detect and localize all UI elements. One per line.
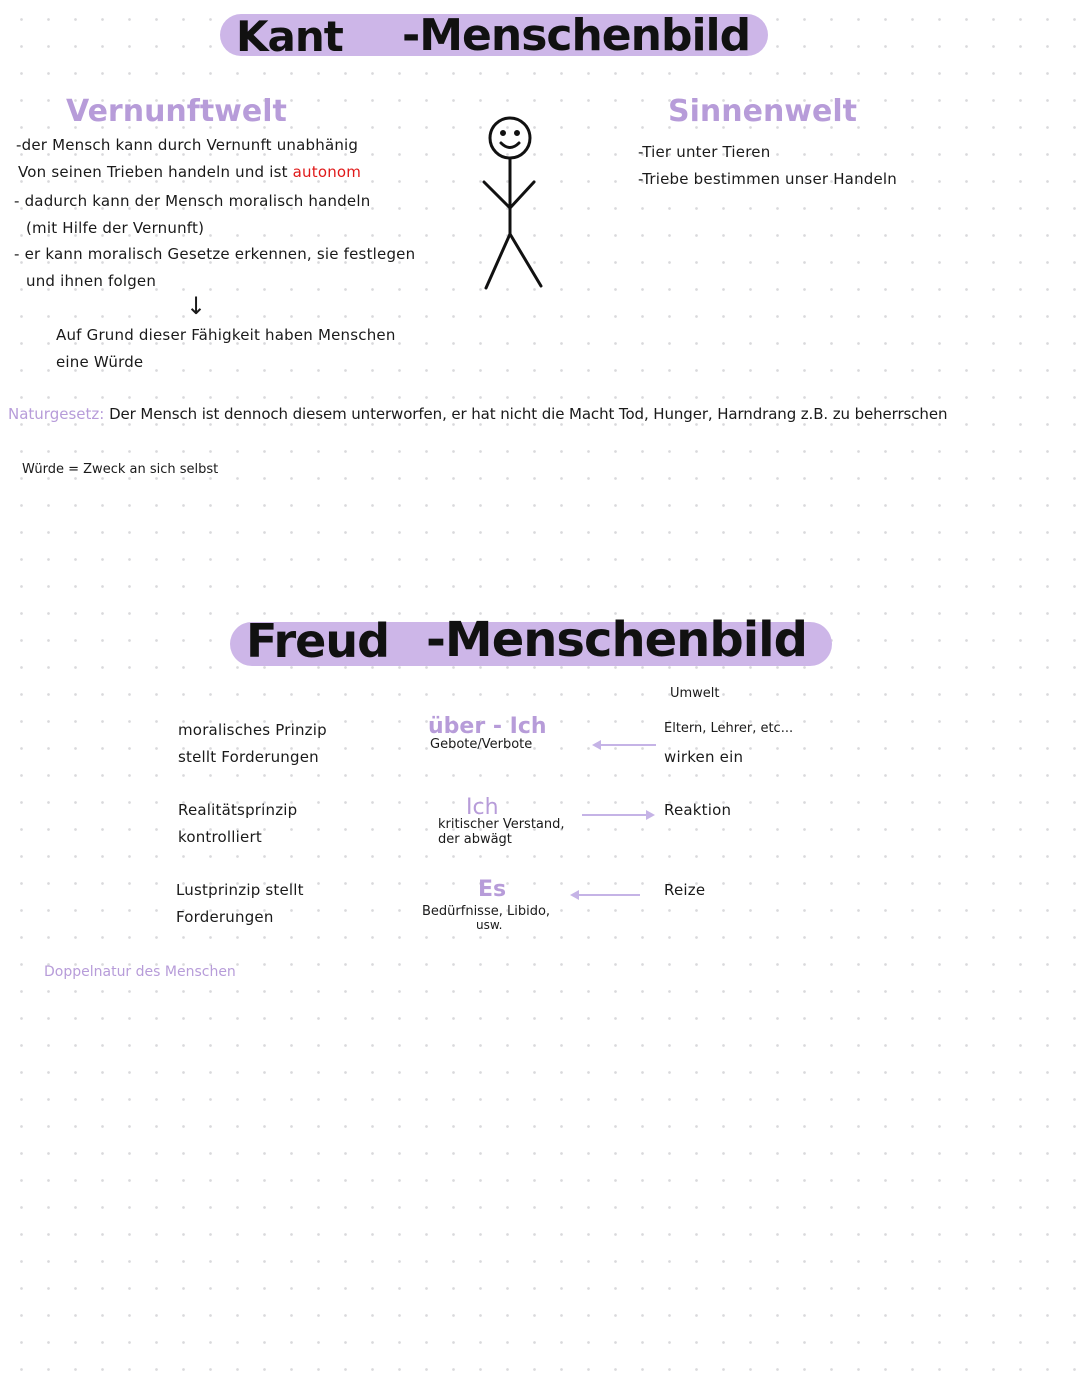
vernunftwelt-line-4: (mit Hilfe der Vernunft) [26,219,205,237]
ich-sub-1: kritischer Verstand, [438,817,565,832]
vernunftwelt-line-3: - dadurch kann der Mensch moralisch handeln [14,192,371,210]
vernunftwelt-line-2-text: Von seinen Trieben handeln und ist [18,163,288,181]
es-arrow-line [578,894,640,896]
naturgesetz-label: Naturgesetz: [8,405,105,423]
vernunftwelt-line-2 [18,163,361,181]
es-sub-1: Bedürfnisse, Libido, [422,904,551,919]
freud-title-name: Freud [246,614,390,668]
ich-arrow-right-icon [646,810,655,820]
freud-title-rest: -Menschenbild [426,612,807,668]
ich-arrow-line [582,814,646,816]
kant-title-name: Kant [236,12,343,61]
kant-title-rest: -Menschenbild [402,10,751,61]
ueber-ich-right-line-2: wirken ein [664,748,744,766]
vernunftwelt-heading: Vernunftwelt [66,94,287,129]
ueber-ich-right-line-1: Eltern, Lehrer, etc... [664,721,794,736]
ich-title: Ich [466,795,499,820]
vernunftwelt-line-1: -der Mensch kann durch Vernunft unabhänig [16,136,359,154]
autonom-highlight: autonom [292,163,362,181]
naturgesetz-line [8,405,947,423]
doppelnatur-note: Doppelnatur des Menschen [44,964,236,980]
ueber-ich-left-line-2: stellt Forderungen [178,748,319,766]
ich-left-line-1: Realitätsprinzip [178,801,298,819]
sinnenwelt-line-1: -Tier unter Tieren [638,143,771,161]
conclusion-line-2: eine Würde [56,353,144,371]
es-title: Es [478,877,507,902]
ich-left-line-2: kontrolliert [178,828,262,846]
ich-sub-2: der abwägt [438,832,512,847]
down-arrow-icon: ↓ [186,292,207,320]
umwelt-label: Umwelt [670,686,720,701]
wuerde-definition: Würde = Zweck an sich selbst [22,462,219,477]
ueber-ich-arrow-left-icon [592,740,601,750]
ich-right-line-1: Reaktion [664,801,732,819]
es-arrow-left-icon [570,890,579,900]
vernunftwelt-line-5: - er kann moralisch Gesetze erkennen, sie festlegen [14,245,416,263]
es-right-line-1: Reize [664,881,706,899]
sinnenwelt-heading: Sinnenwelt [668,94,857,129]
ueber-ich-title: über - Ich [428,714,547,739]
es-left-line-2: Forderungen [176,908,274,926]
vernunftwelt-line-6: und ihnen folgen [26,272,157,290]
ueber-ich-sub: Gebote/Verbote [430,737,533,752]
naturgesetz-text: Der Mensch ist dennoch diesem unterworfen, er hat nicht die Macht Tod, Hunger, Harndrang z.B. zu beherrschen [109,405,948,423]
es-left-line-1: Lustprinzip stellt [176,881,304,899]
es-sub-2: usw. [476,918,503,932]
sinnenwelt-line-2: -Triebe bestimmen unser Handeln [638,170,898,188]
stick-figure-icon [478,112,548,296]
conclusion-line-1: Auf Grund dieser Fähigkeit haben Menschen [56,326,396,344]
ueber-ich-arrow-line [600,744,656,746]
ueber-ich-left-line-1: moralisches Prinzip [178,721,327,739]
